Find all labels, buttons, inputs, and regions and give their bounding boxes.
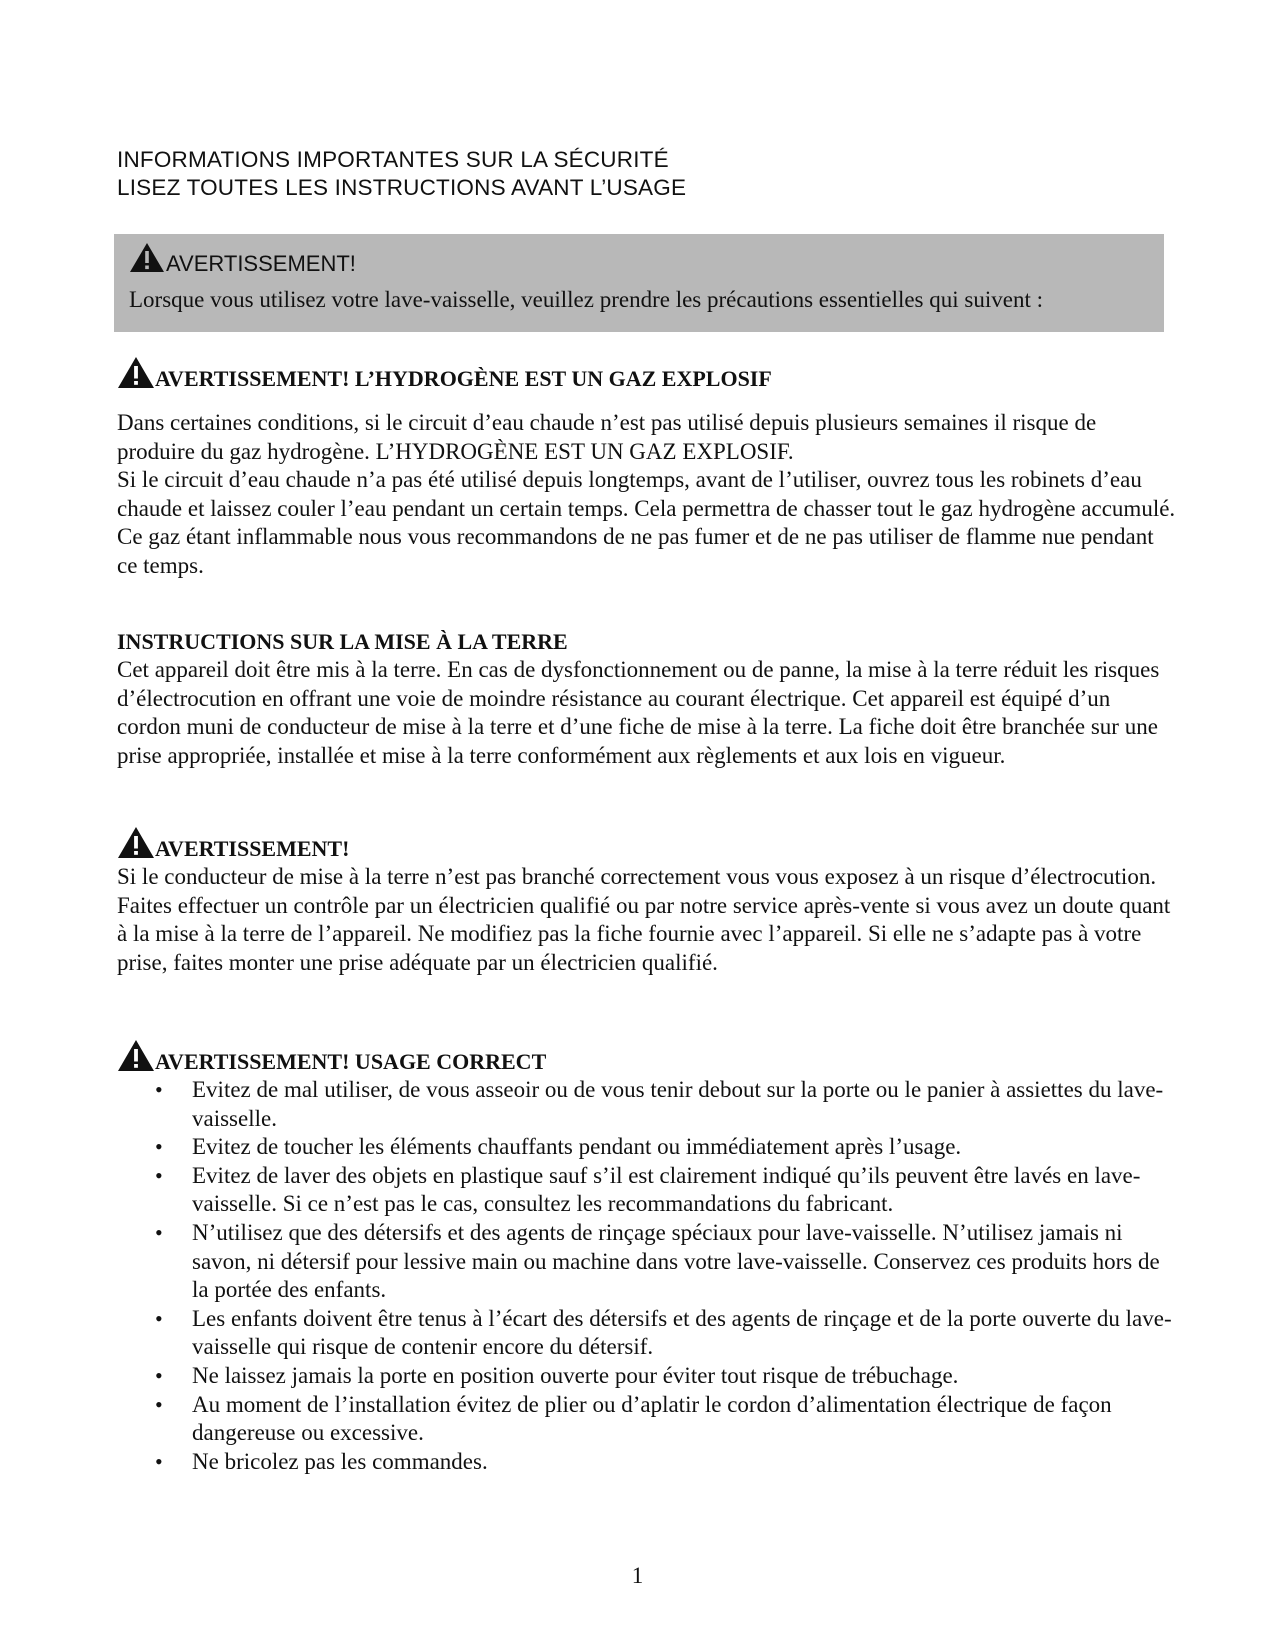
list-item: • N’utilisez que des détersifs et des agents de rinçage spéciaux pour lave-vaisselle. N’utilisez jamais ni savon, ni détersif pour lessive main ou machine dans votre lave-vaisselle. Conservez ces produits hors de la portée des enfants. (117, 1219, 1177, 1305)
warning-triangle-icon (117, 356, 155, 389)
hydrogen-paragraph-1: Dans certaines conditions, si le circuit d’eau chaude n’est pas utilisé depuis plusieurs semaines il risque de produire du gaz hydrogène. L’HYDROGÈNE EST UN GAZ EXPLOSIF. (117, 410, 1097, 464)
list-item: • Evitez de laver des objets en plastique sauf s’il est clairement indiqué qu’ils peuvent être lavés en lave-vaisselle. Si ce n’est pas le cas, consultez les recommandations du fabricant. (117, 1162, 1177, 1219)
warning-triangle-icon (129, 242, 165, 273)
warning-triangle-icon (117, 826, 155, 859)
header-line-1: INFORMATIONS IMPORTANTES SUR LA SÉCURITÉ (117, 147, 669, 172)
list-item: • Ne bricolez pas les commandes. (117, 1448, 1177, 1477)
ground-warning-section (117, 826, 1177, 977)
intro-warning-label: AVERTISSEMENT! (166, 251, 356, 276)
hydrogen-section (117, 356, 1177, 581)
list-item: • Evitez de mal utiliser, de vous asseoir ou de vous tenir debout sur la porte ou le panier à assiettes du lave-vaisselle. (117, 1076, 1177, 1133)
hydrogen-heading-text: AVERTISSEMENT! L’HYDROGÈNE EST UN GAZ EXPLOSIF (155, 366, 772, 391)
warning-triangle-icon (117, 1039, 155, 1072)
usage-bullet-list (117, 1076, 1177, 1476)
grounding-paragraph: Cet appareil doit être mis à la terre. En cas de dysfonctionnement ou de panne, la mise à la terre réduit les risques d’électrocution en offrant une voie de moindre résistance au courant électrique. Cet appareil est équipé d’un cordon muni de conducteur de mise à la terre et d’une fiche de mise à la terre. La fiche doit être branchée sur une prise appropriée, installée et mise à la terre conformément aux règlements et aux lois en vigueur. (117, 657, 1160, 768)
ground-warning-heading (117, 826, 1177, 863)
list-item: • Les enfants doivent être tenus à l’écart des détersifs et des agents de rinçage et de la porte ouverte du lave-vaisselle qui risque de contenir encore du détersif. (117, 1305, 1177, 1362)
grounding-heading: INSTRUCTIONS SUR LA MISE À LA TERRE (117, 629, 568, 654)
header-line-2: LISEZ TOUTES LES INSTRUCTIONS AVANT L’USAGE (117, 175, 687, 200)
ground-warning-heading-text: AVERTISSEMENT! (155, 836, 350, 861)
grounding-section (117, 628, 1177, 770)
list-item: • Au moment de l’installation évitez de plier ou d’aplatir le cordon d’alimentation électrique de façon dangereuse ou excessive. (117, 1391, 1177, 1448)
list-item: • Ne laissez jamais la porte en position ouverte pour éviter tout risque de trébuchage. (117, 1362, 1177, 1391)
list-item: • Evitez de toucher les éléments chauffants pendant ou immédiatement après l’usage. (117, 1133, 1177, 1162)
hydrogen-heading (117, 356, 1177, 393)
ground-warning-paragraph: Si le conducteur de mise à la terre n’est pas branché correctement vous vous exposez à un risque d’électrocution. Faites effectuer un contrôle par un électricien qualifié ou par notre service après-vente si vous avez un doute quant à la mise à la terre de l’appareil. Ne modifiez pas la fiche fournie avec l’appareil. Si elle ne s’adapte pas à votre prise, faites monter une prise adéquate par un électricien qualifié. (117, 864, 1171, 975)
page-header (117, 146, 686, 202)
usage-heading-text: AVERTISSEMENT! USAGE CORRECT (155, 1049, 547, 1074)
usage-heading (117, 1039, 1177, 1076)
page-number: 1 (631, 1563, 644, 1588)
intro-warning-box (114, 234, 1164, 332)
intro-warning-text: Lorsque vous utilisez votre lave-vaisselle, veuillez prendre les précautions essentielles qui suivent : (129, 287, 1043, 312)
usage-section (117, 1039, 1177, 1476)
intro-warning-line (129, 242, 356, 278)
hydrogen-paragraph-2: Si le circuit d’eau chaude n’a pas été utilisé depuis longtemps, avant de l’utiliser, ouvrez tous les robinets d’eau chaude et laissez couler l’eau pendant un certain temps. Cela permettra de chasser tout le gaz hydrogène accumulé. Ce gaz étant inflammable nous vous recommandons de ne pas fumer et de ne pas utiliser de flamme nue pendant ce temps. (117, 467, 1176, 578)
